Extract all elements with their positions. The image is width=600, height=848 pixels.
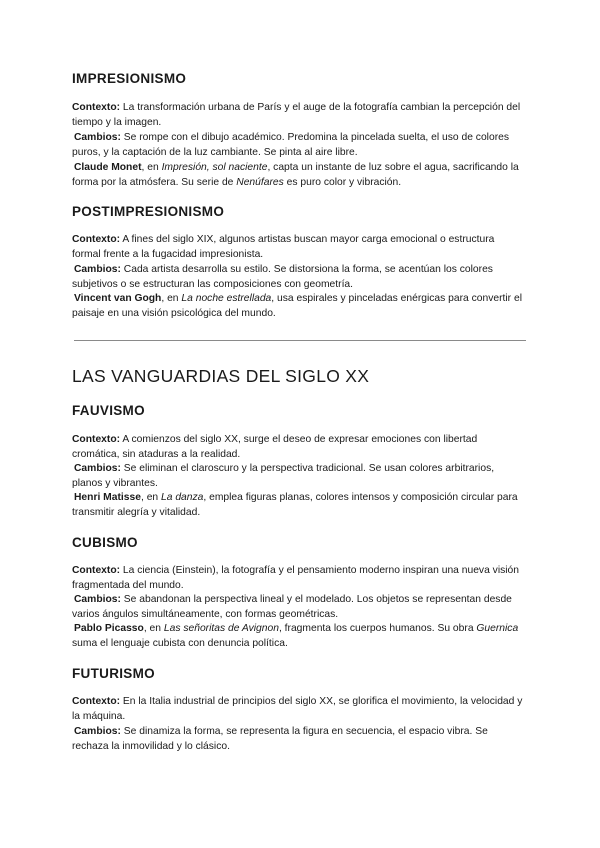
section-title-futurismo: FUTURISMO xyxy=(72,666,155,681)
cambios-label: Cambios: xyxy=(74,463,121,474)
work-title-2: Nenúfares xyxy=(236,177,284,188)
cambios-fauvismo xyxy=(72,461,524,491)
cambios-cubismo xyxy=(72,592,524,622)
work-title: Las señoritas de Avignon xyxy=(163,623,279,634)
contexto-postimpresionismo xyxy=(72,232,524,262)
work-title-2: Guernica xyxy=(476,623,519,634)
contexto-label: Contexto: xyxy=(72,565,121,576)
artist-en: , en xyxy=(141,162,162,173)
cambios-label: Cambios: xyxy=(74,132,121,143)
cambios-text: Cada artista desarrolla su estilo. Se distorsiona la forma, se acentúan los colores subjetivos o se estructuran las composiciones con geometría. xyxy=(72,264,493,290)
artist-text: , fragmenta los cuerpos humanos. Su obra xyxy=(278,623,477,634)
contexto-fauvismo xyxy=(72,432,524,462)
contexto-text: La transformación urbana de París y el auge de la fotografía cambian la percepción del tiempo y la imagen. xyxy=(72,102,521,128)
section-title-postimpresionismo: POSTIMPRESIONISMO xyxy=(72,204,225,219)
artist-name: Pablo Picasso xyxy=(74,623,144,634)
contexto-text: A comienzos del siglo XX, surge el deseo de expresar emociones con libertad cromática, sin ataduras a la realidad. xyxy=(72,434,478,460)
contexto-label: Contexto: xyxy=(72,102,121,113)
section-title-fauvismo: FAUVISMO xyxy=(72,403,145,418)
artist-text-2: es puro color y vibración. xyxy=(283,177,402,188)
contexto-text: En la Italia industrial de principios del siglo XX, se glorifica el movimiento, la velocidad y la máquina. xyxy=(72,696,523,722)
artist-name: Claude Monet xyxy=(74,162,142,173)
cambios-label: Cambios: xyxy=(74,264,121,275)
work-title: La noche estrellada xyxy=(181,293,272,304)
artist-fauvismo xyxy=(72,490,524,520)
contexto-impresionismo xyxy=(72,100,524,130)
main-heading: LAS VANGUARDIAS DEL SIGLO XX xyxy=(72,366,370,386)
cambios-label: Cambios: xyxy=(74,726,121,737)
artist-name: Vincent van Gogh xyxy=(74,293,162,304)
artist-impresionismo xyxy=(72,160,524,190)
cambios-futurismo xyxy=(72,724,524,754)
cambios-text: Se rompe con el dibujo académico. Predomina la pincelada suelta, el uso de colores puros, y la captación de la luz cambiante. Se pinta al aire libre. xyxy=(72,132,510,158)
contexto-futurismo xyxy=(72,694,524,724)
artist-text: , usa espirales y pinceladas enérgicas para convertir el paisaje en una visión psicológica del mundo. xyxy=(72,293,522,319)
artist-text: , capta un instante de luz sobre el agua, sacrificando la forma por la atmósfera. Su serie de xyxy=(72,162,519,188)
cambios-postimpresionismo xyxy=(72,262,524,292)
cambios-impresionismo xyxy=(72,130,524,160)
contexto-label: Contexto: xyxy=(72,696,121,707)
section-title-cubismo: CUBISMO xyxy=(72,535,138,550)
contexto-text: La ciencia (Einstein), la fotografía y el pensamiento moderno inspiran una nueva visión fragmentada del mundo. xyxy=(72,565,519,591)
artist-cubismo xyxy=(72,621,524,651)
artist-text-2: suma el lenguaje cubista con denuncia política. xyxy=(72,638,288,649)
work-title: La danza xyxy=(161,492,204,503)
cambios-text: Se dinamiza la forma, se representa la figura en secuencia, el espacio vibra. Se rechaza la inmovilidad y lo clásico. xyxy=(72,726,488,752)
horizontal-divider xyxy=(74,340,526,341)
cambios-text: Se abandonan la perspectiva lineal y el modelado. Los objetos se representan desde varios ángulos simultáneamente, con formas geométricas. xyxy=(72,594,512,620)
contexto-label: Contexto: xyxy=(72,234,121,245)
contexto-cubismo xyxy=(72,563,524,593)
artist-en: , en xyxy=(161,293,182,304)
contexto-text: A fines del siglo XIX, algunos artistas buscan mayor carga emocional o estructura formal frente a la fugacidad impresionista. xyxy=(72,234,495,260)
cambios-text: Se eliminan el claroscuro y la perspectiva tradicional. Se usan colores arbitrarios, planos y vibrantes. xyxy=(72,463,495,489)
cambios-label: Cambios: xyxy=(74,594,121,605)
artist-postimpresionismo xyxy=(72,291,524,321)
section-title-impresionismo: IMPRESIONISMO xyxy=(72,71,187,86)
artist-en: , en xyxy=(140,492,162,503)
artist-en: , en xyxy=(143,623,164,634)
artist-name: Henri Matisse xyxy=(74,492,141,503)
contexto-label: Contexto: xyxy=(72,434,121,445)
artist-text: , emplea figuras planas, colores intensos y composición circular para transmitir alegría y vitalidad. xyxy=(72,492,518,518)
work-title: Impresión, sol naciente xyxy=(161,162,268,173)
